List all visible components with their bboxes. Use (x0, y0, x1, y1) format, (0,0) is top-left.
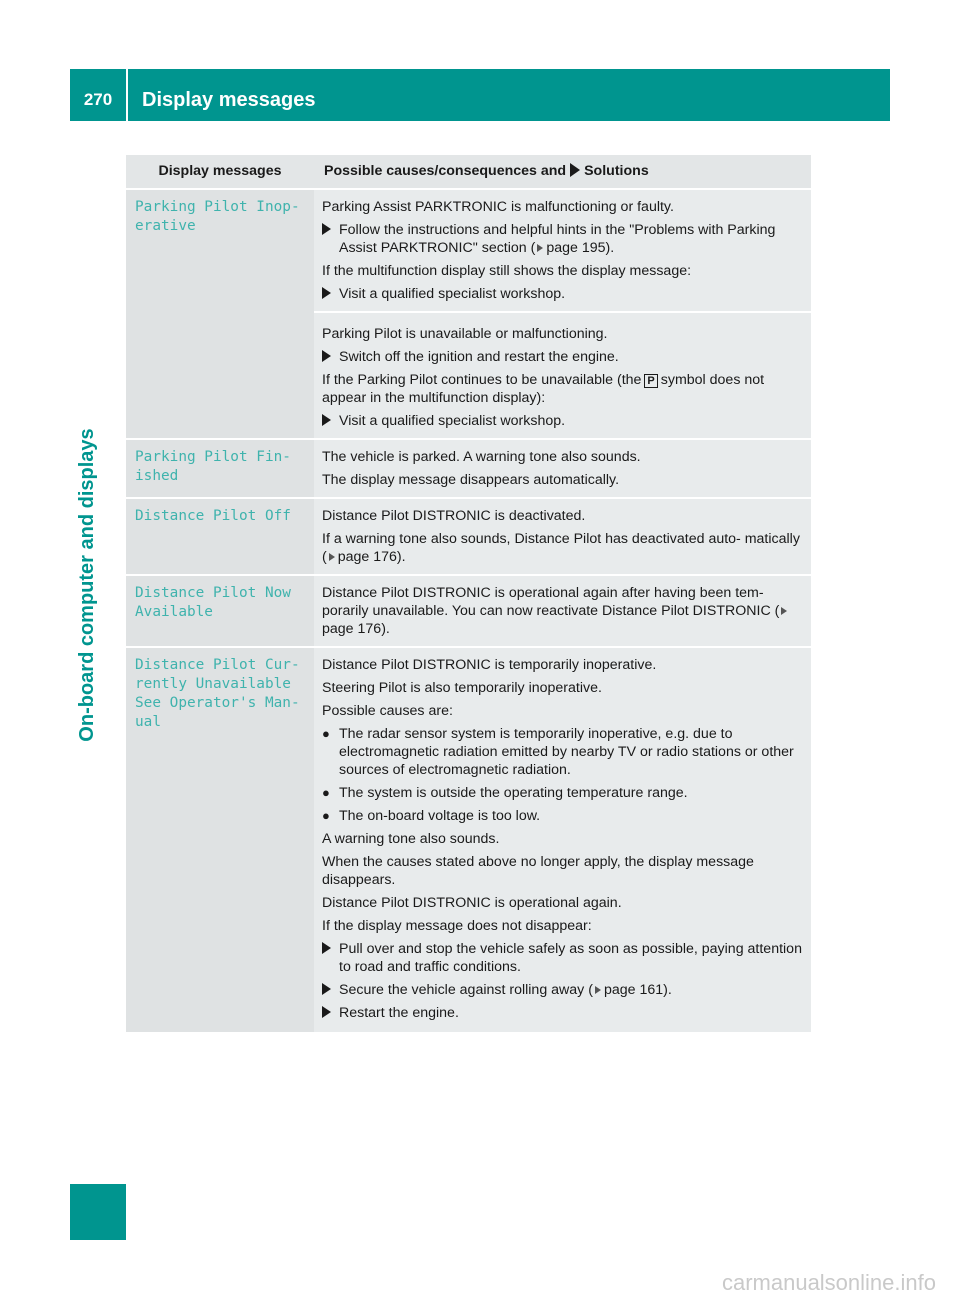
display-messages-table (126, 155, 811, 1034)
description-block (314, 311, 811, 438)
step-item (322, 412, 803, 430)
side-chapter-label-text: On-board computer and displays (76, 428, 98, 742)
bullet-text: The radar sensor system is temporarily inoperative, e.g. due to electromagnetic radiation emitted by nearby TV or radio stations or other sources of electromagnetic radiation. (339, 726, 794, 778)
description-line (322, 371, 803, 407)
page-ref-icon (595, 986, 601, 994)
description-line: The display message disappears automatically. (322, 472, 620, 488)
page-reference-link[interactable]: page 176 (337, 549, 397, 565)
step-item (322, 1004, 803, 1022)
step-item (322, 285, 803, 303)
message-distance-pilot-off (126, 498, 314, 575)
description-line: Distance Pilot DISTRONIC is temporarily inoperative. (322, 657, 657, 673)
description-text: If a warning tone also sounds, Distance Pilot has deactivated auto‑ matically ( (322, 531, 800, 565)
description-line (322, 584, 803, 638)
chapter-tab-marker (70, 1184, 126, 1240)
table-header-row (126, 155, 811, 189)
description-line: When the causes stated above no longer apply, the display message disappears. (322, 854, 754, 888)
description-line: If the display message does not disappear: (322, 918, 592, 934)
step-arrow-icon (322, 287, 331, 299)
description-line: The vehicle is parked. A warning tone also sounds. (322, 449, 641, 465)
step-item (322, 981, 803, 999)
description-cell (314, 647, 811, 1033)
page-title: Display messages (142, 88, 316, 111)
message-text: Distance Pilot Off (135, 508, 291, 524)
step-text: Visit a qualified specialist workshop. (339, 286, 566, 302)
table-row (126, 575, 811, 647)
message-distance-pilot-currently-unavailable (126, 647, 314, 1033)
description-block (314, 190, 811, 311)
table-row (126, 498, 811, 575)
step-text-end: ). (605, 240, 615, 256)
description-line: Distance Pilot DISTRONIC is operational again. (322, 895, 622, 911)
message-text: Parking Pilot Inop‑ erative (135, 199, 300, 234)
description-line: Parking Assist PARKTRONIC is malfunctioning or faulty. (322, 199, 674, 215)
step-arrow-icon (322, 1006, 331, 1018)
description-text: If the Parking Pilot continues to be unavailable (the (322, 372, 642, 388)
step-text-end: ). (663, 982, 672, 998)
description-cell (314, 189, 811, 439)
message-text: Parking Pilot Fin‑ ished (135, 449, 291, 484)
bullet-dot-icon: ● (322, 808, 330, 823)
step-text: Visit a qualified specialist workshop. (339, 413, 566, 429)
step-item (322, 940, 803, 976)
bullet-text: The system is outside the operating temperature range. (339, 785, 688, 801)
column-header-causes-text: Possible causes/consequences and (324, 163, 567, 179)
description-block (314, 576, 811, 646)
column-header-solutions-text: Solutions (584, 163, 649, 179)
table-row (126, 647, 811, 1033)
description-cell (314, 439, 811, 498)
description-line: A warning tone also sounds. (322, 831, 500, 847)
page-reference-link[interactable]: page 195 (546, 240, 606, 256)
page-number: 270 (83, 90, 113, 109)
description-line: Distance Pilot DISTRONIC is deactivated. (322, 508, 586, 524)
description-block (314, 499, 811, 574)
park-symbol-icon: P (644, 374, 657, 388)
message-parking-pilot-finished (126, 439, 314, 498)
description-text-end: ). (381, 621, 390, 637)
solution-arrow-icon (570, 163, 580, 177)
step-arrow-icon (322, 414, 331, 426)
page-ref-icon (537, 244, 543, 252)
step-text: Switch off the ignition and restart the engine. (339, 349, 619, 365)
column-header-causes (314, 155, 811, 189)
bullet-dot-icon: ● (322, 726, 330, 741)
step-arrow-icon (322, 942, 331, 954)
step-item (322, 221, 803, 257)
bullet-dot-icon: ● (322, 785, 330, 800)
watermark: carmanualsonline.info (721, 1270, 936, 1295)
description-block (314, 648, 811, 1032)
description-text: symbol does not appear in the multifunction display): (322, 372, 765, 406)
step-arrow-icon (322, 223, 331, 235)
step-text: Follow the instructions and helpful hints in the "Problems with Parking Assist PARKTRONIC" section ( (339, 222, 776, 256)
description-block (314, 440, 811, 497)
header-divider (126, 69, 128, 121)
column-header-messages: Display messages (126, 155, 314, 189)
page-reference-link[interactable]: page 176 (322, 621, 382, 637)
step-text: Pull over and stop the vehicle safely as soon as possible, paying attention to road and traffic conditions. (339, 941, 802, 975)
description-text: Distance Pilot DISTRONIC is operational again after having been tem‑ porarily unavailable. You can now reactivate Distance Pilot DISTRONIC ( (322, 585, 780, 619)
step-text: Restart the engine. (339, 1005, 459, 1021)
description-line: Steering Pilot is also temporarily inoperative. (322, 680, 602, 696)
bullet-item (322, 807, 803, 825)
message-text: Distance Pilot Cur‑ rently Unavailable See Operator's Man‑ ual (135, 657, 300, 730)
description-line (322, 530, 803, 566)
table-row (126, 439, 811, 498)
step-text: Secure the vehicle against rolling away ( (339, 982, 593, 998)
bullet-item (322, 725, 803, 779)
message-parking-pilot-inoperative (126, 189, 314, 439)
step-item (322, 348, 803, 366)
bullet-text: The on-board voltage is too low. (339, 808, 541, 824)
bullet-item (322, 784, 803, 802)
description-text-end: ). (396, 549, 406, 565)
message-distance-pilot-now-available (126, 575, 314, 647)
description-line: If the multifunction display still shows the display message: (322, 263, 692, 279)
step-arrow-icon (322, 350, 331, 362)
description-cell (314, 575, 811, 647)
page-ref-icon (781, 607, 787, 615)
table-row (126, 189, 811, 439)
description-cell (314, 498, 811, 575)
message-text: Distance Pilot Now Available (135, 585, 291, 620)
step-arrow-icon (322, 983, 331, 995)
description-line: Parking Pilot is unavailable or malfunctioning. (322, 326, 608, 342)
page-ref-icon (329, 553, 335, 561)
description-line: Possible causes are: (322, 703, 453, 719)
page-reference-link[interactable]: page 161 (603, 982, 664, 998)
